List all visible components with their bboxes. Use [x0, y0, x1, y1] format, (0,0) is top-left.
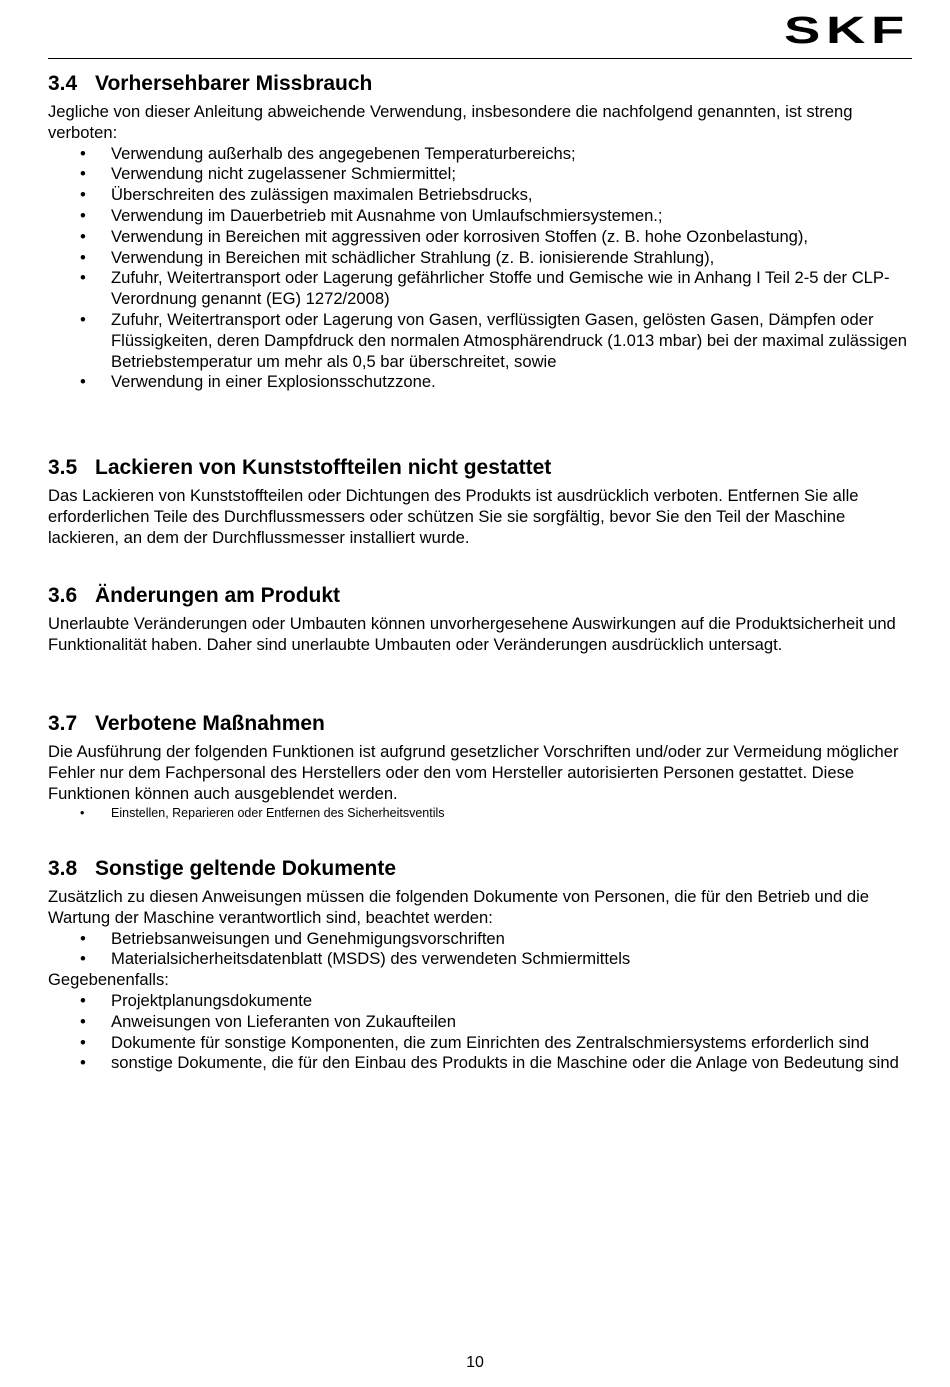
bullet-list — [48, 929, 914, 971]
section-intro: Jegliche von dieser Anleitung abweichende Verwendung, insbesondere die nachfolgend genannten, ist streng verboten: — [48, 102, 853, 142]
section-heading — [48, 710, 914, 738]
section-number: 3.8 — [48, 857, 78, 880]
section-number: 3.6 — [48, 584, 78, 607]
page-header — [48, 0, 912, 59]
section-heading — [48, 582, 914, 610]
list-item: • Verwendung nicht zugelassener Schmiermittel; — [48, 164, 914, 185]
section-intro: Die Ausführung der folgenden Funktionen ist aufgrund gesetzlicher Vorschriften und/oder zur Vermeidung möglicher Fehler nur dem Fachpersonal des Herstellers oder den vom Hersteller autorisierten Personen gestattet. Diese Funktionen können auch ausgeblendet werden. — [48, 742, 899, 803]
list-item: • Dokumente für sonstige Komponenten, die zum Einrichten des Zentralschmiersystems erforderlich sind — [48, 1033, 914, 1054]
list-item: • Überschreiten des zulässigen maximalen Betriebsdrucks, — [48, 185, 914, 206]
list-item: • Betriebsanweisungen und Genehmigungsvorschriften — [48, 929, 914, 950]
subheading: Gegebenenfalls: — [48, 970, 169, 990]
section-3-6 — [48, 582, 914, 656]
list-item: • Verwendung in Bereichen mit schädlicher Strahlung (z. B. ionisierende Strahlung), — [48, 248, 914, 269]
section-heading — [48, 454, 914, 482]
list-item: • Verwendung in einer Explosionsschutzzone. — [48, 372, 914, 393]
section-title: Vorhersehbarer Missbrauch — [95, 72, 373, 95]
list-item: • sonstige Dokumente, die für den Einbau des Produkts in die Maschine oder die Anlage von Bedeutung sind — [48, 1053, 914, 1074]
section-3-4 — [48, 70, 914, 393]
section-heading — [48, 855, 914, 883]
skf-logo — [782, 12, 912, 46]
section-3-5 — [48, 454, 914, 548]
section-3-7 — [48, 710, 914, 822]
list-item: • Anweisungen von Lieferanten von Zukaufteilen — [48, 1012, 914, 1033]
list-item: • Verwendung im Dauerbetrieb mit Ausnahme von Umlaufschmiersystemen.; — [48, 206, 914, 227]
list-item: • Zufuhr, Weitertransport oder Lagerung gefährlicher Stoffe und Gemische wie in Anhang I Teil 2-5 der CLP-Verordnung genannt (EG) 1272/2008) — [48, 268, 914, 310]
section-number: 3.7 — [48, 712, 78, 735]
bullet-list — [48, 804, 914, 822]
list-item: • Einstellen, Reparieren oder Entfernen des Sicherheitsventils — [48, 804, 914, 822]
bullet-list — [48, 144, 914, 394]
list-item: • Zufuhr, Weitertransport oder Lagerung von Gasen, verflüssigten Gasen, gelösten Gasen, Dämpfen oder Flüssigkeiten, deren Dampfdruck den normalen Atmosphärendruck (1.013 mbar) bei der maximal zulässigen Betriebstemperatur um mehr als 0,5 bar überschreitet, sowie — [48, 310, 914, 372]
section-number: 3.4 — [48, 72, 78, 95]
section-intro: Das Lackieren von Kunststoffteilen oder Dichtungen des Produkts ist ausdrücklich verboten. Entfernen Sie alle erforderlichen Teile des Durchflussmessers oder schützen Sie sie sorgfältig, bevor Sie den Teil der Maschine lackieren, an dem der Durchflussmesser installiert wurde. — [48, 486, 859, 547]
list-item: • Verwendung in Bereichen mit aggressiven oder korrosiven Stoffen (z. B. hohe Ozonbelastung), — [48, 227, 914, 248]
list-item: • Verwendung außerhalb des angegebenen Temperaturbereichs; — [48, 144, 914, 165]
section-heading — [48, 70, 914, 98]
section-title: Änderungen am Produkt — [95, 584, 341, 607]
logo-text: SKF — [784, 12, 910, 46]
section-intro: Unerlaubte Veränderungen oder Umbauten können unvorhergesehene Auswirkungen auf die Produktsicherheit und Funktionalität haben. Daher sind unerlaubte Umbauten oder Veränderungen ausdrücklich untersagt. — [48, 614, 896, 654]
section-title: Sonstige geltende Dokumente — [95, 857, 397, 880]
list-item: • Materialsicherheitsdatenblatt (MSDS) des verwendeten Schmiermittels — [48, 949, 914, 970]
section-3-8 — [48, 855, 914, 1074]
page-number: 10 — [466, 1354, 484, 1371]
section-title: Lackieren von Kunststoffteilen nicht gestattet — [95, 456, 552, 479]
section-title: Verbotene Maßnahmen — [95, 712, 325, 735]
list-item: • Projektplanungsdokumente — [48, 991, 914, 1012]
section-number: 3.5 — [48, 456, 78, 479]
bullet-list — [48, 991, 914, 1074]
section-intro: Zusätzlich zu diesen Anweisungen müssen die folgenden Dokumente von Personen, die für den Betrieb und die Wartung der Maschine verantwortlich sind, beachtet werden: — [48, 887, 869, 927]
